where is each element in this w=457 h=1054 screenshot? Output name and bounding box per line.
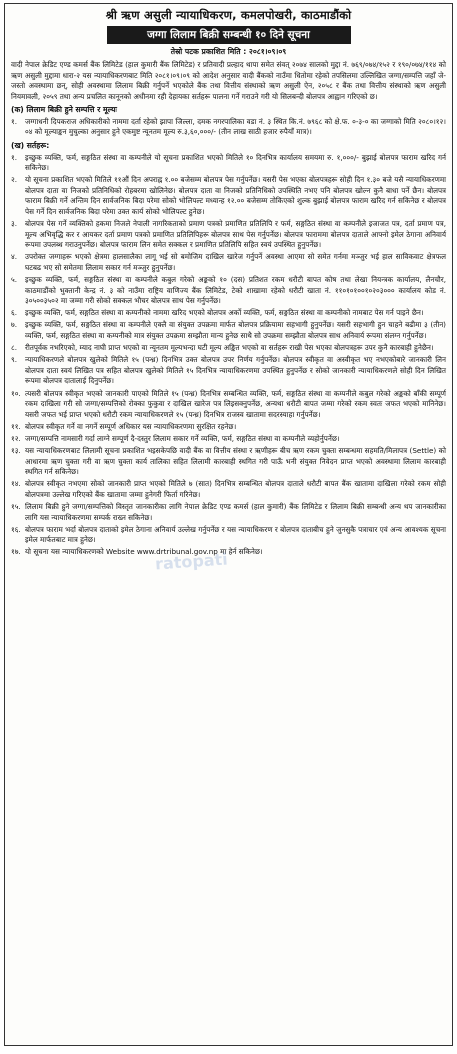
item-text: त्यसरी बोलपत्र स्वीकृत भएको जानकारी पाएको मितिले १५ (पन्ध्र) दिनभित्र सम्बन्धित व्यक्ति, फर्म, सङ्गठित संस्था वा कम्पनीले कबुल गरेको अङ्कको बाँकी सम्पूर्ण रकम दाखिला गरी सो जग्गा/सम्पत्तिको रोक्का फुकुवा र दाखिल खारेज पत्र लिइसक्नुपर्नेछ, अन्यथा धरौटी बापत जम्मा गरेको रकम स्वतः जफत भएको मानिनेछ। यसरी जफत भई प्राप्त भएको धरौटी रकम न्यायाधिकरणले १५ (पन्ध्र) दिनभित्र राजस्व खातामा सदरस्याहा गर्नुपर्नेछ। (25, 388, 446, 419)
section-kha-list (5, 153, 452, 558)
list-item (11, 434, 446, 445)
list-item (11, 479, 446, 500)
watermark: ratopati (154, 549, 229, 574)
list-item (11, 343, 446, 354)
list-item (11, 117, 446, 138)
item-text: बोलपत्र स्वीकृत नभएमा सोको जानकारी प्राप्त भएको मितिले ७ (सात) दिनभित्र सम्बन्धित बोलपत्र दाताले धरौटी बापत बैंक खातामा दाखिला गरेको रकम सोही बोलपत्रमा उल्लेख गरिएको बैंक खातामा जम्मा हुनेगरी फिर्ता गरिनेछ। (25, 479, 446, 499)
item-text: रीतपूर्वक नभरिएको, म्याद नाघी प्राप्त भएको वा न्यूनतम मूल्यभन्दा घटी मूल्य अङ्कित भएको वा सर्तहरू राखी पेस भएका बोलपत्रहरू उपर कुनै कारबाही हुनेछैन। (25, 343, 434, 353)
list-item (11, 175, 446, 217)
list-item (11, 389, 446, 421)
item-number: १५. (11, 501, 21, 511)
item-number: ४. (11, 252, 18, 262)
item-number: १. (11, 152, 18, 162)
list-item (11, 422, 446, 433)
section-kha-heading: (ख) सर्तहरू: (11, 141, 50, 151)
item-text: इच्छुक व्यक्ति, फर्म, सङ्गठित संस्था वा कम्पनीले यो सूचना प्रकाशित भएको मितिले १० दिनभित्र कार्यालय समयमा रु. १,०००/- बुझाई बोलपत्र फाराम खरिद गर्न सकिनेछ। (25, 152, 446, 173)
section-ka-list (5, 117, 452, 138)
item-text: यस न्यायाधिकरणबाट लिलामी सूचना प्रकाशित भइसकेपछि वादी बैंक वा वित्तीय संस्था र ऋणीहरू बीच ऋण रकम चुक्ता सम्बन्धमा सहमति/मिलापत्र (Settle) को आधारमा ऋण चुक्ता गरी वा ऋण चुक्ता कार्य तालिका सहित लिलामी कारबाही स्थगित गरी पाऊँ भनी संयुक्त निवेदन प्राप्त भएको अवस्थामा लिलाम कारबाही स्थगित गर्न सकिनेछ। (25, 446, 446, 477)
list-item (11, 320, 446, 341)
item-number: १३. (11, 446, 21, 455)
list-item (11, 525, 446, 546)
list-item (11, 153, 446, 174)
item-number: १. (11, 116, 18, 126)
item-text: बोलपत्र फाराम भर्दा बोलपत्र दाताको इमेल ठेगाना अनिवार्य उल्लेख गर्नुपर्नेछ र यस न्यायाधिकरण र बोलपत्र दाताबीच हुने जुनसुकै पत्राचार एवं अन्य आवश्यक सूचना इमेल मार्फतबाट मात्र हुनेछ। (25, 524, 446, 545)
item-number: ३. (11, 219, 18, 229)
list-item (11, 219, 446, 251)
tribunal-title: श्री ऋण असुली न्यायाधिकरण, कमलपोखरी, काठमाडौंको (105, 8, 352, 22)
notice-page (4, 3, 453, 1046)
item-text: जग्गाधनी दिपकराज अधिकारीको नाममा दर्ता रहेको झापा जिल्ला, दमक नगरपालिका वडा नं. ३ स्थित कि.नं. ७९६८ को क्षे.फ. ०-३-० का जग्गाको मिति २०८०।१२।०४ को मूल्याङ्कन मुचुल्का अनुसार हुने एकमुष्ट न्यूनतम मूल्य रु.३,६०,०००/- (तीन लाख साठी हजार रुपैयाँ मात्र)। (25, 116, 446, 137)
publication-date: तेस्रो पटक प्रकाशित मिति : २०८१।०९।०९ (170, 47, 287, 56)
item-text: इच्छुक व्यक्ति, फर्म, सङ्गठित संस्था वा कम्पनीको नाममा खरिद भएको बोलपत्र अर्को व्यक्ति, फर्म, सङ्गठित संस्था वा कम्पनीको नामबाट पेस गर्न पाइने छैन। (25, 308, 424, 318)
list-item (11, 446, 446, 478)
list-item (11, 252, 446, 273)
list-item (11, 355, 446, 387)
intro-paragraph: वादी नेपाल क्रेडिट एण्ड कमर्स बैंक लिमिटेड (हाल कुमारी बैंक लिमिटेड) र प्रतिवादी प्रल्हाद थापा समेत संवत् २०७४ सालको मुद्दा नं. ७६९/०७४/१५२ र १९०/०७४/११४ को ऋण असुली मुद्दामा धारा-२ यस न्यायाधिकरणबाट मिति २०८१।०९।०९ को आदेश अनुसार वादी बैंकको नाउँमा धितोमा रहेको तपसिलमा उल्लिखित जग्गा/सम्पत्ति जहाँ जे-जस्तो अवस्थामा छन्, सोही अवस्थामा लिलाम बिक्री गर्नुपर्ने भएकोले बैंक तथा वित्तीय संस्थाको ऋण असुली ऐन, २०५८ र बैंक तथा वित्तीय संस्थाको ऋण असुली नियमावली, २०५९ तथा अन्य प्रचलित कानूनको अधीनमा रही देहायका सर्तहरू पालना गर्ने गराउने गरी यो सिलबन्दी बोलपत्र आह्वान गरिएको छ। (11, 60, 446, 101)
item-number: ५. (11, 275, 18, 285)
list-item (11, 502, 446, 523)
item-text: बोलपत्र स्वीकृत गर्ने वा नगर्ने सम्पूर्ण अधिकार यस न्यायाधिकरणमा सुरक्षित रहनेछ। (25, 421, 237, 431)
item-number: १२. (11, 433, 21, 443)
item-text: उपरोक्त जग्गाहरू भएको क्षेत्रमा हालसालैका लागू भई सो बमोजिम दाखिल खारेज गर्नुपर्ने अवस्था आएमा सो समेत गर्नमा मञ्जुर भई हाल साविकवाट क्षेत्रफल घटबढ भए सो समेतमा लिलाम सकार गर्न मञ्जुर हुनुपर्नेछ। (25, 252, 446, 272)
section-ka-heading: (क) लिलाम बिक्री हुने सम्पत्ति र मूल्यः (11, 105, 117, 115)
item-number: १४. (11, 479, 21, 489)
item-text: बोलपत्र पेस गर्ने व्यक्तिको हकमा निजले नेपाली नागरिकताको प्रमाण पत्रको प्रमाणित प्रतिलिपि र फर्म, सङ्गठित संस्था वा कम्पनीले इजाजत पत्र, दर्ता प्रमाण पत्र, मूल्य अभिवृद्धि कर र आयकर दर्ता प्रमाण पत्रको प्रमाणित प्रतिलिपिहरू बोलपत्र साथ पेस गर्नुपर्नेछ। बोलपत्र फाराममा बोलपत्र दाताले आफ्नो इमेल ठेगाना अनिवार्य रूपमा उपलब्ध गराउनुपर्नेछ। बोलपत्र फाराम लिन समेत सक्कल र प्रमाणित प्रतिलिपि सहित स्वयं उपस्थित हुनुपर्नेछ। (25, 219, 446, 250)
item-number: ९. (11, 355, 18, 365)
list-item (11, 275, 446, 307)
item-number: १०. (11, 388, 21, 398)
item-text: यो सूचना प्रकाशित भएको मितिले ११औं दिन अपराह्न १.०० बजेसम्म बोलपत्र पेस गर्नुपर्नेछ। यसरी पेस भएका बोलपत्रहरू सोही दिन १.३० बजे यसै न्यायाधिकरणमा बोलपत्र दाता वा निजको प्रतिनिधिको रोहबरमा खोलिनेछ। बोलपत्र दाता वा निजको प्रतिनिधिको उपस्थिति नभए पनि बोलपत्र खोल्न कुनै बाधा पर्ने छैन। बोलपत्र फाराम बिक्री गर्ने अन्तिम दिन सार्वजनिक बिदा परेमा सोको भोलिपल्ट मध्यान्ह १२.०० बजेसम्म तोकिएको शुल्क बुझाई बोलपत्र फाराम खरिद गर्न सकिनेछ र बोलपत्र पेस गर्ने दिन सार्वजनिक बिदा परेमा उक्त कार्य सोको भोलिपल्ट हुनेछ। (25, 175, 446, 217)
item-text: यो सूचना यस न्यायाधिकरणको Website www.drtribunal.gov.np मा हेर्न सकिनेछ। (25, 547, 263, 557)
item-text: इच्छुक व्यक्ति, फर्म, सङ्गठित संस्था वा कम्पनीले कबुल गरेको अङ्कको १० (दस) प्रतिशत रकम धरौटी बापत कोष तथा लेखा नियन्त्रक कार्यालय, लैनचौर, काठमाडौंको भुक्तानी केन्द्र नं. ३ को नाउँमा राष्ट्रिय वाणिज्य बैंक लिमिटेड, टेको शाखामा रहेको धरौटी खाता नं. ११०१०१००१०२०३००० कार्यालय कोड नं. ३०५००३५०२ मा जम्मा गरी सोको सक्कल भौचर बोलपत्र साथ पेस गर्नुपर्नेछ। (25, 275, 446, 306)
item-number: २. (11, 175, 18, 185)
notice-banner: जग्गा लिलाम बिक्री सम्बन्धी १० दिने सूचना (107, 26, 351, 44)
item-number: १७. (11, 547, 21, 557)
item-number: ११. (11, 421, 21, 431)
item-text: न्यायाधिकरणले बोलपत्र खुलेको मितिले १५ (पन्ध्र) दिनभित्र उक्त बोलपत्र उपर निर्णय गर्नुपर्नेछ। बोलपत्र स्वीकृत वा अस्वीकृत भए नभएकोबारे जानकारी लिन बोलपत्र दाता स्वयं लिखित पत्र सहित बोलपत्र खुलेको मितिले १५ दिनभित्र न्यायाधिकरणमा उपस्थित हुनुपर्नेछ र सोको जानकारी न्यायाधिकरणले सोही दिन लिखित रूपमा बोलपत्र दातालाई दिनुपर्नेछ। (25, 355, 446, 386)
list-item (11, 547, 446, 558)
item-number: ७. (11, 320, 18, 330)
item-text: इच्छुक व्यक्ति, फर्म, सङ्गठित संस्था वा कम्पनीले एक्लै वा संयुक्त उपक्रमा मार्फत बोलपत्र प्रक्रियामा सहभागी हुनुपर्नेछ। यसरी सहभागी हुन चाहने बढीमा ३ (तीन) व्यक्ति, फर्म, सङ्गठित संस्था वा कम्पनीको मात्र संयुक्त उपक्रमा सम्झौता मान्य हुनेछ साथै सो उपक्रमा सम्झौता बोलपत्र साथ अनिवार्य रूपमा संलग्न गर्नुपर्नेछ। (25, 320, 446, 341)
item-number: १६. (11, 524, 21, 534)
item-text: लिलाम बिक्री हुने जग्गा/सम्पत्तिको विस्तृत जानकारीका लागि नेपाल क्रेडिट एण्ड कमर्स (हाल कुमारी) बैंक लिमिटेड र लिलाम बिक्री सम्बन्धी अन्य थप जानकारीका लागि यस न्यायाधिकरणमा सम्पर्क राख्न सकिनेछ। (25, 501, 446, 522)
item-number: ६. (11, 308, 18, 318)
item-text: जग्गा/सम्पत्ति नामसारी गर्दा लाग्ने सम्पूर्ण दै-दस्तुर लिलाम सकार गर्ने व्यक्ति, फर्म, सङ्गठित संस्था वा कम्पनीले व्यहोर्नुपर्नेछ। (25, 433, 340, 443)
item-number: ८. (11, 343, 18, 353)
list-item (11, 308, 446, 319)
